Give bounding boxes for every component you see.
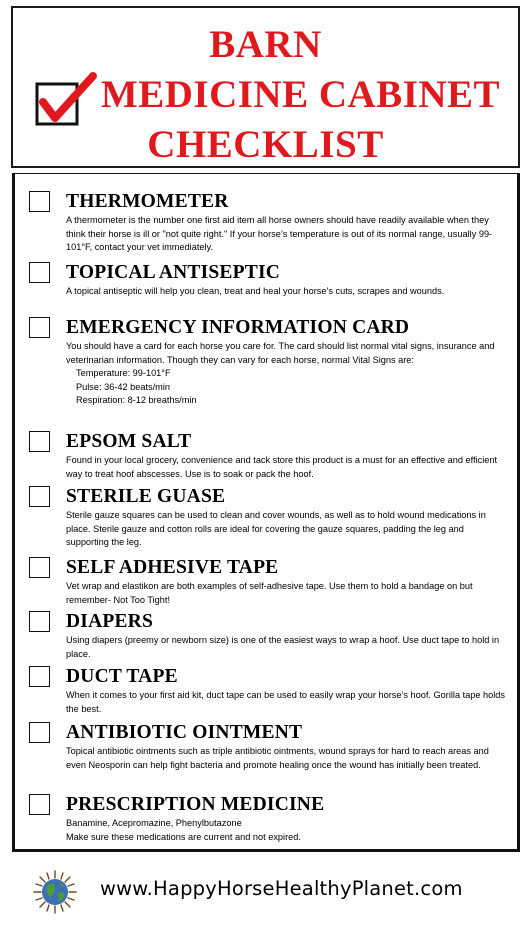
checkbox[interactable] — [29, 431, 50, 452]
checkbox[interactable] — [29, 191, 50, 212]
checkbox[interactable] — [29, 611, 50, 632]
item-description: Using diapers (preemy or newborn size) is one of the easiest ways to wrap a hoof. Use duct tape to hold in place. — [66, 635, 500, 659]
item-title: ANTIBIOTIC OINTMENT — [66, 722, 303, 743]
website-url[interactable]: www.HappyHorseHealthyPlanet.com — [100, 877, 463, 900]
item-description: Vet wrap and elastikon are both examples of self-adhesive tape. Use them to hold a bandage on but remember- Not Too Tight! — [66, 581, 473, 605]
title-line-3: CHECKLIST — [147, 123, 384, 166]
vital-sign-pulse: Pulse: 36-42 beats/min — [76, 381, 170, 392]
item-description: Topical antibiotic ointments such as triple antibiotic ointments, wound sprays for hard to reach areas and even Neosporin can help fight bacteria and promote healing once the wound has initially been treated. — [66, 746, 489, 770]
checkbox[interactable] — [29, 557, 50, 578]
vital-sign-respiration: Respiration: 8-12 breaths/min — [76, 395, 197, 405]
item-title: DUCT TAPE — [66, 666, 178, 687]
title-line-1: BARN — [209, 23, 322, 66]
item-title: DIAPERS — [66, 611, 153, 632]
item-description: A topical antiseptic will help you clean, treat and heal your horse’s cuts, scrapes and wounds. — [66, 286, 445, 296]
title-line-2: MEDICINE CABINET — [100, 73, 501, 116]
checkbox[interactable] — [29, 666, 50, 687]
checkbox[interactable] — [29, 794, 50, 815]
item-description — [66, 817, 507, 844]
item-description-line-2: Make sure these medications are current and not expired. — [66, 831, 301, 842]
item-title: SELF ADHESIVE TAPE — [66, 557, 279, 578]
item-title: PRESCRIPTION MEDICINE — [66, 794, 325, 815]
checkbox[interactable] — [29, 262, 50, 283]
item-title: TOPICAL ANTISEPTIC — [66, 262, 281, 283]
item-description: A thermometer is the number one first aid item all horse owners should have readily available when they think their horse is ill or "not quite right." If your horse’s temperature is out of its normal range, usually 99-101°F, contact your vet immediately. — [66, 215, 493, 252]
item-title: STERILE GUASE — [66, 486, 226, 507]
item-title: EMERGENCY INFORMATION CARD — [66, 317, 410, 338]
item-description: Found in your local grocery, convenience and tack store this product is a must for an effective and efficient way to treat hoof abscesses. Use is to soak or pack the hoof. — [66, 455, 498, 479]
item-description — [66, 340, 507, 408]
footer — [0, 860, 531, 940]
globe-icon — [33, 870, 77, 914]
item-title: THERMOMETER — [66, 191, 229, 212]
item-description-line-1: Banamine, Acepromazine, Phenylbutazone — [66, 818, 242, 828]
item-description-text: You should have a card for each horse you care for. The card should list normal vital signs, insurance and veterinarian information. Though they can vary for each horse, normal Vital Signs are: — [66, 341, 495, 365]
checklist — [12, 173, 520, 852]
item-description: Sterile gauze squares can be used to clean and cover wounds, as well as to hold wound medications in place. Sterile gauze and cotton rolls are ideal for covering the gauze squares, padding the leg and supporting the leg. — [66, 510, 486, 547]
vital-sign-temperature: Temperature: 99-101°F — [76, 368, 171, 378]
title-banner — [11, 6, 520, 168]
item-description: When it comes to your first aid kit, duct tape can be used to easily wrap your horse’s hoof. Gorilla tape holds the best. — [66, 690, 506, 714]
item-title: EPSOM SALT — [66, 431, 192, 452]
checkbox[interactable] — [29, 722, 50, 743]
checkbox[interactable] — [29, 317, 50, 338]
checkbox[interactable] — [29, 486, 50, 507]
